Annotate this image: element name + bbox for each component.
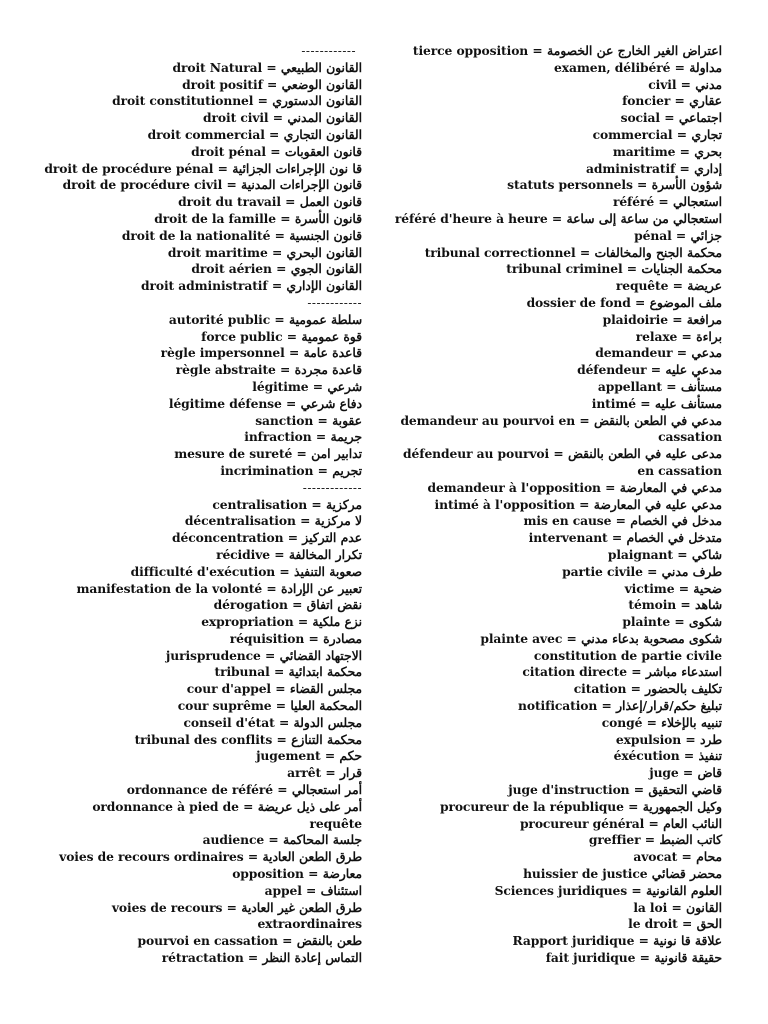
glossary-entry: شاهد = témoin: [628, 597, 722, 613]
section-divider: -------------: [302, 480, 362, 495]
glossary-entry: تنبيه بالإخلاء = congé: [601, 714, 722, 730]
glossary-entry: شرعي = légitime: [252, 378, 362, 394]
glossary-entry: مدعي عليه = défendeur: [577, 362, 722, 378]
glossary-entry: تبليغ حكم/قرار/إعذار = notification: [518, 698, 722, 714]
glossary-entry: مجلس الدولة = conseil d'état: [183, 714, 362, 730]
glossary-entry: جلسة المحاكمة = audience: [202, 832, 362, 848]
glossary-entry: التماس إعادة النظر = rétractation: [161, 950, 362, 966]
glossary-entry: براءة = relaxe: [635, 328, 722, 344]
glossary-entry: تدابير امن = mesure de sureté: [174, 446, 362, 462]
glossary-entry: محام = avocat: [633, 849, 722, 865]
glossary-entry: عقاري = foncier: [622, 93, 722, 109]
glossary-entry: أمر استعجالي = ordonnance de référé: [126, 782, 362, 798]
glossary-entry: تجريم = incrimination: [220, 462, 362, 478]
glossary-entry: طرد = expulsion: [615, 731, 722, 747]
glossary-entry: عقوبة = sanction: [255, 412, 362, 428]
glossary-entry: سلطة عمومية = autorité public: [168, 311, 362, 327]
glossary-entry: استعجالي من ساعة إلى ساعة = référé d'heure à heure: [394, 210, 722, 226]
glossary-entry: القانون المدني = droit civil: [203, 110, 362, 126]
section-divider: ------------: [301, 44, 356, 58]
glossary-entry: قا نون الإجراءات الجزائية = droit de procédure pénal: [44, 160, 362, 176]
glossary-entry: القانون الإداري = droit administratif: [140, 278, 362, 294]
glossary-entry: تنفيذ = éxécution: [613, 748, 722, 764]
glossary-entry: تعبير عن الإرادة = manifestation de la volonté: [76, 580, 362, 596]
glossary-entry: لا مركزية = décentralisation: [184, 513, 362, 529]
glossary-entry: القانون الدستوري = droit constitutionnel: [112, 93, 362, 109]
glossary-entry: طرق الطعن العادية = voies de recours ordinaires: [59, 849, 362, 865]
glossary-entry: محكمة الجنايات = tribunal criminel: [506, 261, 722, 277]
glossary-entry: القانون = la loi: [633, 899, 722, 915]
glossary-entry: محكمة ابتدائية = tribunal: [214, 664, 362, 680]
glossary-entry: استئناف = appel: [264, 882, 362, 898]
glossary-entry: محضر قضائي huissier de justice: [523, 866, 722, 882]
glossary-entry: تكرار المخالفة = récidive: [216, 546, 362, 562]
glossary-entry: أمر على ذيل عريضة = ordonnance à pied de requête: [92, 798, 362, 831]
glossary-entry: مدعي في الطعن بالنقض = demandeur au pourvoi en cassation: [400, 412, 722, 445]
glossary-entry: قانون العقوبات = droit pénal: [191, 143, 362, 159]
glossary-entry: مدعي في المعارضة = demandeur à l'opposition: [427, 479, 722, 495]
glossary-entry: إداري = administratif: [585, 160, 722, 176]
glossary-entry: اجتماعي = social: [620, 110, 722, 126]
glossary-entry: الاجتهاد القضائي = jurisprudence: [165, 647, 362, 663]
glossary-entry: بحري = maritime: [612, 143, 722, 159]
glossary-entry: طعن بالنقض = pourvoi en cassation: [137, 933, 362, 949]
glossary-entry: القانون التجاري = droit commercial: [147, 126, 362, 142]
glossary-entry: قوة عمومية = force public: [201, 328, 362, 344]
glossary-entry: مداولة = examen, délibéré: [554, 59, 722, 75]
glossary-entry: الحق = le droit: [628, 916, 722, 932]
glossary-entry: شكوى مصحوبة بدعاء مدني = plainte avec constitution de partie civile: [480, 630, 722, 663]
glossary-entry: قاعدة عامة = règle impersonnel: [160, 345, 362, 361]
left-column: [40, 43, 362, 967]
glossary-entry: قاضي التحقيق = juge d'instruction: [508, 782, 722, 798]
glossary-entry: قانون الجنسية = droit de la nationalité: [121, 227, 362, 243]
glossary-entry: مدخل في الخصام = mis en cause: [523, 513, 722, 529]
glossary-entry: طرف مدني = partie civile: [562, 563, 722, 579]
glossary-entry: مستأنف عليه = intimé: [591, 395, 722, 411]
glossary-entry: نزع ملكية = expropriation: [201, 614, 362, 630]
glossary-entry: استعجالي = référé: [612, 194, 722, 210]
glossary-entry: نقض اتفاق = dérogation: [213, 597, 362, 613]
glossary-entry: حقيقة قانونية = fait juridique: [545, 950, 722, 966]
glossary-entry: مستأنف = appellant: [597, 378, 722, 394]
glossary-entry: شؤون الأسرة = statuts personnels: [507, 177, 722, 193]
glossary-entry: قانون العمل = droit du travail: [178, 194, 362, 210]
glossary-entry: القانون الطبيعي = droit Natural: [172, 59, 362, 75]
glossary-entry: عريضة = requête: [615, 278, 722, 294]
glossary-entry: اعتراض الغير الخارج عن الخصومة = tierce opposition: [412, 43, 722, 58]
glossary-entry: النائب العام = procureur général: [519, 815, 722, 831]
glossary-entry: قانون الأسرة = droit de la famille: [154, 210, 362, 226]
glossary-entry: جريمة = infraction: [244, 429, 362, 445]
glossary-entry: دفاع شرعي = légitime défense: [168, 395, 362, 411]
glossary-entry: محكمة الجنح والمخالفات = tribunal correctionnel: [424, 244, 722, 260]
glossary-entry: قانون الإجراءات المدنية = droit de procédure civil: [62, 177, 362, 193]
glossary-entry: مجلس القضاء = cour d'appel: [186, 681, 362, 697]
glossary-entry: علاقة قا نونية = Rapport juridique: [512, 933, 722, 949]
glossary-entry: ملف الموضوع = dossier de fond: [526, 294, 722, 310]
glossary-entry: العلوم القانونية = Sciences juridiques: [494, 882, 722, 898]
glossary-entry: استدعاء مباشر = citation directe: [522, 664, 722, 680]
glossary-entry: وكيل الجمهورية = procureur de la république: [439, 798, 722, 814]
glossary-entry: تجاري = commercial: [592, 126, 722, 142]
glossary-entry: مدعى عليه في الطعن بالنقض = défendeur au pourvoi en cassation: [403, 446, 722, 478]
glossary-entry: حكم = jugement: [256, 748, 362, 764]
glossary-entry: مرافعة = plaidoirie: [602, 311, 722, 327]
glossary-entry: طرق الطعن غير العادية = voies de recours extraordinaires: [111, 899, 362, 932]
glossary-entry: مدني = civil: [648, 76, 722, 92]
glossary-entry: شاكي = plaignant: [607, 546, 722, 562]
glossary-entry: القانون البحري = droit maritime: [167, 244, 362, 260]
glossary-entry: قاض = juge: [649, 765, 722, 781]
glossary-entry: قاعدة مجردة = règle abstraite: [175, 362, 362, 378]
glossary-entry: عدم التركيز = déconcentration: [172, 530, 362, 546]
glossary-entry: جزائي = pénal: [634, 227, 722, 243]
right-column: [394, 43, 722, 967]
glossary-entry: قرار = arrêt: [287, 765, 362, 781]
glossary-entry: تكليف بالحضور = citation: [573, 681, 722, 697]
glossary-entry: القانون الوضعي = droit positif: [182, 76, 362, 92]
glossary-entry: القانون الجوي = droit aérien: [191, 261, 362, 277]
section-divider: ------------: [307, 295, 362, 310]
glossary-entry: مدعي عليه في المعارضة = intimé à l'opposition: [434, 496, 722, 512]
glossary-entry: مدعي = demandeur: [595, 345, 722, 361]
glossary-entry: مركزية = centralisation: [212, 496, 362, 512]
glossary-entry: كاتب الضبط = greffier: [588, 832, 722, 848]
glossary-entry: ضحية = victime: [624, 580, 722, 596]
glossary-entry: محكمة التنازع = tribunal des conflits: [134, 731, 362, 747]
glossary-entry: شكوى = plainte: [622, 614, 722, 630]
glossary-entry: المحكمة العليا = cour suprême: [177, 698, 362, 714]
glossary-entry: مصادرة = réquisition: [229, 630, 362, 646]
glossary-entry: متدخل في الخصام = intervenant: [528, 530, 722, 546]
glossary-entry: صعوبة التنفيذ = difficulté d'exécution: [130, 563, 362, 579]
glossary-entry: معارضة = opposition: [232, 866, 362, 882]
